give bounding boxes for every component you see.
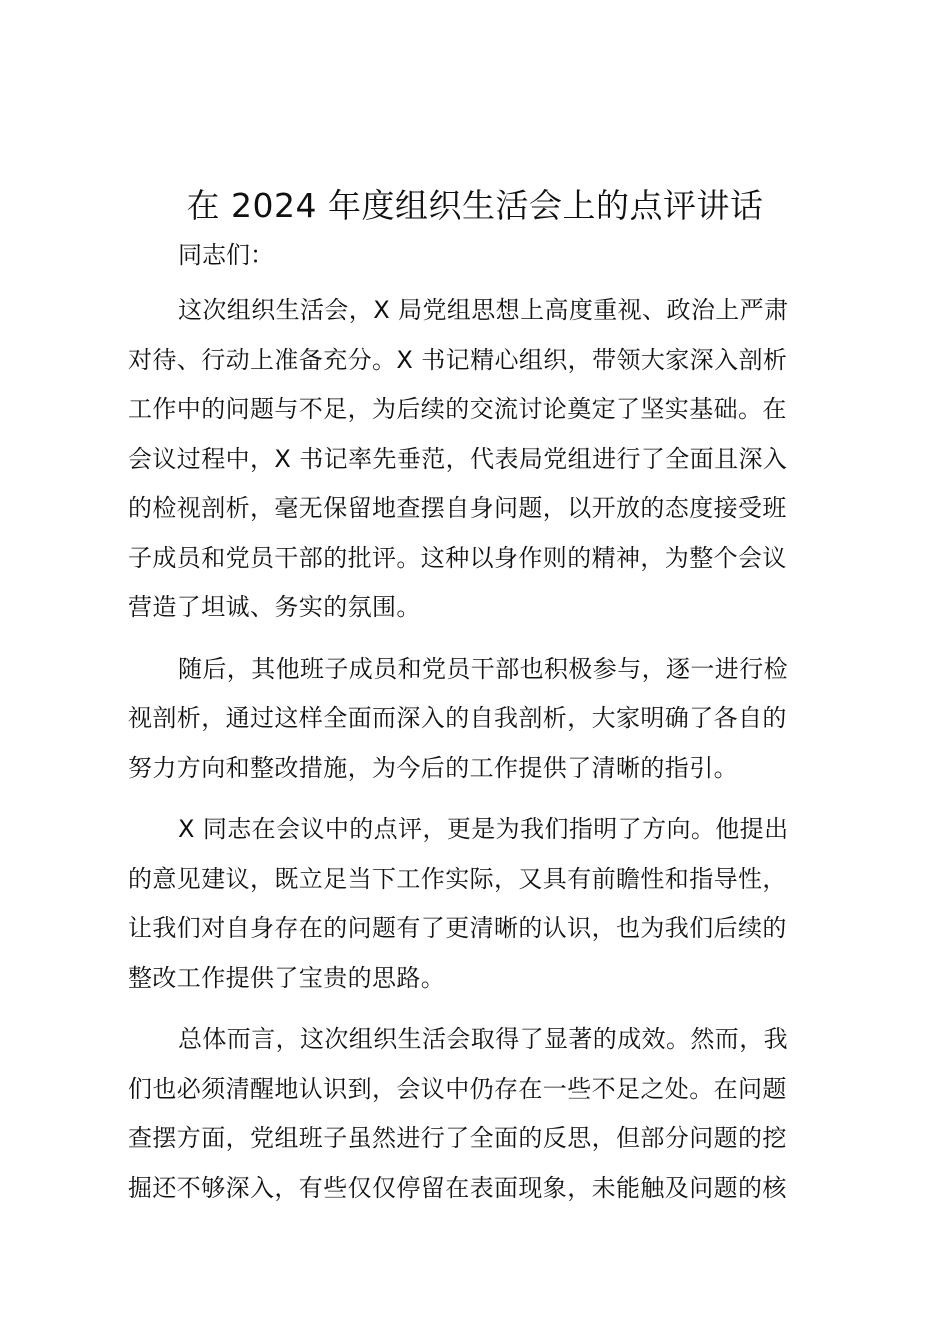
- text-line: 的检视剖析，毫无保留地查摆自身问题，以开放的态度接受班: [128, 494, 787, 522]
- text-line: 工作中的问题与不足，为后续的交流讨论奠定了坚实基础。在: [128, 395, 787, 423]
- text-line: 们也必须清醒地认识到，会议中仍存在一些不足之处。在问题: [128, 1074, 787, 1103]
- text-line: 掘还不够深入，有些仅仅停留在表面现象，未能触及问题的核: [128, 1173, 787, 1202]
- text-line: 会议过程中，X 书记率先垂范，代表局党组进行了全面且深入: [128, 444, 788, 473]
- text-line: 整改工作提供了宝贵的思路。: [128, 963, 446, 992]
- text-line: X 同志在会议中的点评，更是为我们指明了方向。他提出: [178, 815, 789, 843]
- text-line: 总体而言，这次组织生活会取得了显著的成效。然而，我: [178, 1025, 788, 1053]
- text-line: 查摆方面，党组班子虽然进行了全面的反思，但部分问题的挖: [128, 1124, 787, 1152]
- text-line: 让我们对自身存在的问题有了更清晰的认识，也为我们后续的: [128, 914, 787, 942]
- salutation: 同志们：: [178, 241, 274, 269]
- paragraph-4: [128, 1015, 828, 1213]
- text-line: 营造了坦诚、务实的氛围。: [128, 593, 421, 621]
- text-line: 随后，其他班子成员和党员干部也积极参与，逐一进行检: [178, 654, 788, 683]
- document-title: 在 2024 年度组织生活会上的点评讲话: [186, 186, 764, 225]
- text-line: 这次组织生活会，X 局党组思想上高度重视、政治上严肃: [178, 296, 789, 324]
- text-line: 努力方向和整改措施，为今后的工作提供了清晰的指引。: [128, 753, 738, 782]
- text-line: 的意见建议，既立足当下工作实际，又具有前瞻性和指导性，: [128, 864, 787, 893]
- paragraph-2: [128, 645, 828, 794]
- text-line: 子成员和党员干部的批评。这种以身作则的精神，为整个会议: [128, 543, 787, 572]
- text-line: 视剖析，通过这样全面而深入的自我剖析，大家明确了各自的: [128, 704, 787, 732]
- text-line: 对待、行动上准备充分。X 书记精心组织，带领大家深入剖析: [128, 345, 788, 374]
- paragraph-1: [128, 286, 828, 633]
- document-body: [128, 236, 828, 1213]
- paragraph-3: [128, 805, 828, 1003]
